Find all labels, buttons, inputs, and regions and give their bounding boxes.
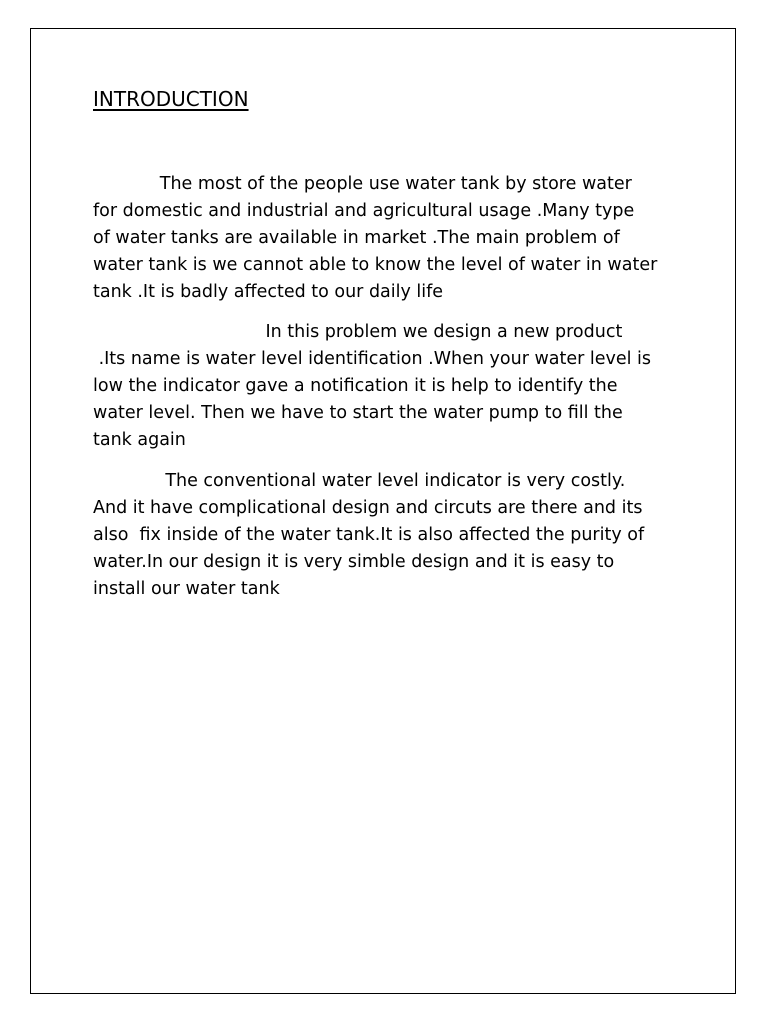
paragraph-line: In this problem we design a new product: [93, 322, 623, 342]
paragraph-line: water level. Then we have to start the water pump to fill the: [93, 403, 623, 423]
paragraph-line: .Its name is water level identification .When your water level is: [93, 349, 652, 369]
paragraph-line: water tank is we cannot able to know the level of water in water: [93, 255, 658, 275]
paragraph-3: [93, 468, 693, 603]
paragraph-1: [93, 171, 693, 306]
paragraph-line: water.In our design it is very simble design and it is easy to: [93, 552, 615, 572]
paragraph-2: [93, 319, 693, 454]
paragraph-line: And it have complicational design and circuts are there and its: [93, 498, 643, 518]
paragraph-line: of water tanks are available in market .The main problem of: [93, 228, 620, 248]
paragraph-line: low the indicator gave a notification it is help to identify the: [93, 376, 618, 396]
paragraph-line: The most of the people use water tank by store water: [93, 174, 632, 194]
document-heading: INTRODUCTION: [93, 87, 249, 111]
paragraph-line: tank .It is badly affected to our daily life: [93, 282, 444, 302]
paragraph-line: for domestic and industrial and agricultural usage .Many type: [93, 201, 635, 221]
paragraph-line: The conventional water level indicator is very costly.: [93, 471, 626, 491]
paragraph-line: install our water tank: [93, 579, 280, 599]
paragraph-line: tank again: [93, 430, 186, 450]
paragraph-line: also fix inside of the water tank.It is also affected the purity of: [93, 525, 645, 545]
